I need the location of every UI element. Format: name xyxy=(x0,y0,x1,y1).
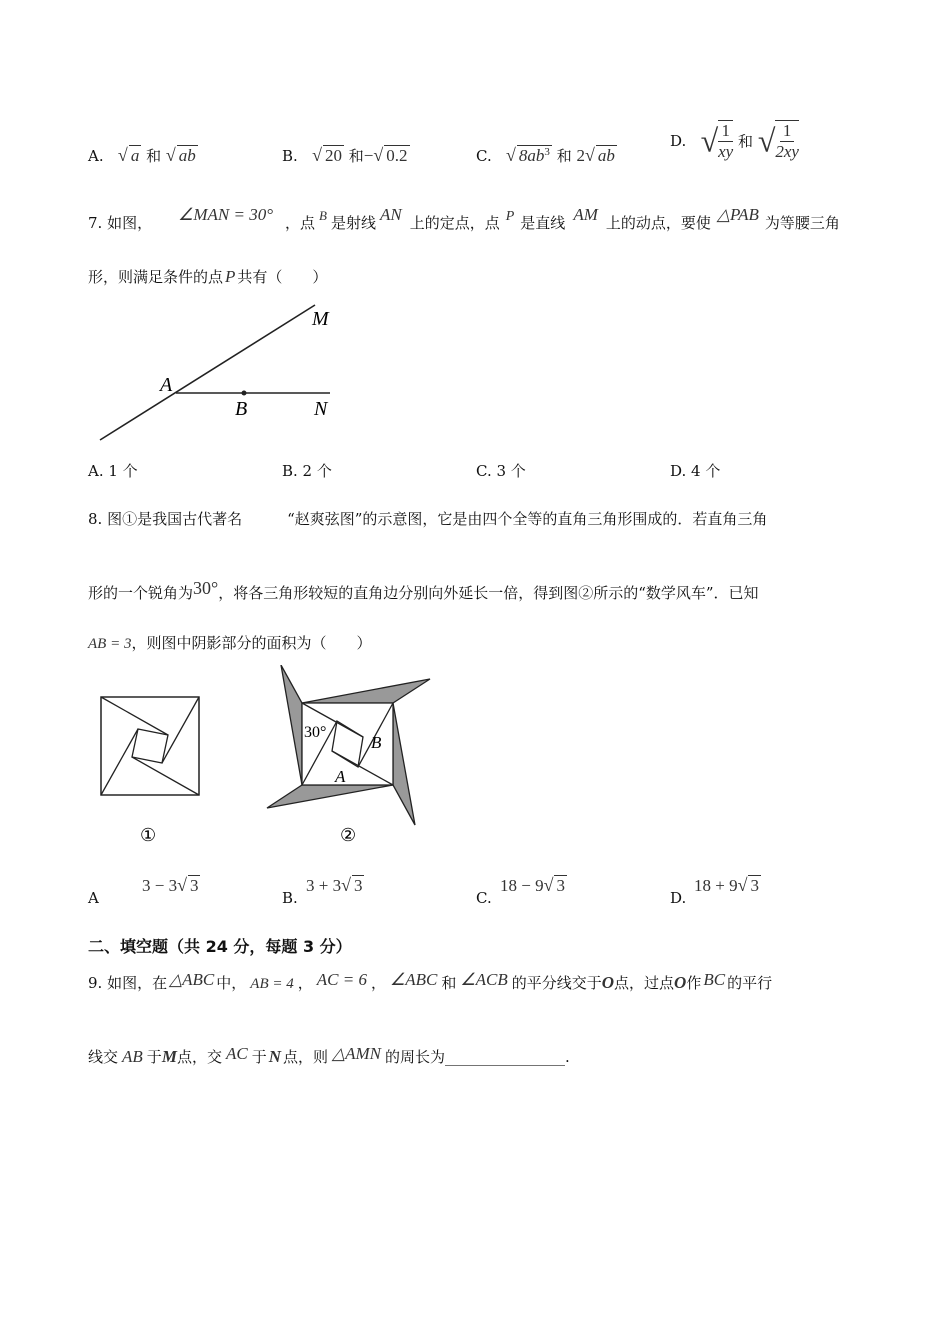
q8-option-c: C. 18 − 9√ 3 xyxy=(476,875,565,907)
q7-option-b: B. 2 个 xyxy=(282,462,332,480)
shade-left xyxy=(281,665,302,785)
q7-option-d: D. 4 个 xyxy=(670,462,721,480)
q8-line2: 形的一个锐角为30°，将各三角形较短的直角边分别向外延长一倍，得到图②所示的“数学风车”．已知 xyxy=(88,578,759,602)
q9-line2: 线交 AB 于M点，交 AC 于 N 点，则 △AMN 的周长为________________. xyxy=(88,1044,570,1066)
q7-figure xyxy=(90,295,350,450)
q7-line2: 形，则满足条件的点 P 共有（ ） xyxy=(88,267,328,286)
answer-blank[interactable]: ________________ xyxy=(444,1048,565,1066)
fig1-inner-square xyxy=(132,729,168,763)
label-n: N xyxy=(314,398,328,420)
q8-option-a: A 3 − 3√ 3 xyxy=(88,875,199,907)
q6-option-c: C. √ $8ab^3$ 和 2√ ab xyxy=(476,145,615,165)
ray-am xyxy=(100,305,315,440)
fig1-outer-square xyxy=(101,697,199,795)
q8-option-d: D. 18 + 9√ 3 xyxy=(670,875,759,907)
label-b: B xyxy=(235,398,248,420)
figure-1 xyxy=(101,697,199,795)
q7-option-c: C. 3 个 xyxy=(476,462,526,480)
label-a: A xyxy=(160,374,173,396)
fig2-label-a: A xyxy=(335,767,346,786)
fig2-label: ② xyxy=(340,825,357,845)
figure-2 xyxy=(267,665,430,825)
q7-line1: 7. 如图， ∠MAN = 30° ，点 B 是射线 AN 上的定点，点 P 是直线 AM 上的动点，要使 △PAB 为等腰三角 xyxy=(88,205,840,232)
shade-top xyxy=(302,679,430,703)
q6-option-d: D. √ $\frac{1}{xy}$ 和 √ $\frac{1}{2xy}$ xyxy=(670,121,799,161)
q6-option-a: A. √ a 和 √ ab xyxy=(88,145,196,165)
label-m: M xyxy=(312,308,329,330)
fig2-label-b: B xyxy=(371,733,382,752)
shade-bottom xyxy=(267,785,393,808)
shade-right xyxy=(393,703,415,825)
q8-line1: 8. 图①是我国古代著名 “赵爽弦图”的示意图，它是由四个全等的直角三角形围成的．若直角三角 xyxy=(88,510,768,528)
fig2-angle-label: 30° xyxy=(304,724,327,741)
point-b xyxy=(242,391,247,396)
q6-option-b: B. √ 20 和−√ 0.2 xyxy=(282,145,408,165)
q8-option-b: B. 3 + 3√ 3 xyxy=(282,875,363,907)
fig1-label: ① xyxy=(140,825,157,845)
section-title: 二、填空题（共 24 分，每题 3 分） xyxy=(88,937,352,956)
q8-figures xyxy=(95,665,435,860)
q9-line1: 9. 如图，在 △ABC 中， AB = 4 ， AC = 6 ， ∠ABC 和 ∠ACB 的平分线交于O点，过点O作 BC 的平行 xyxy=(88,970,773,992)
q7-option-a: A. 1 个 xyxy=(88,462,138,480)
q8-line3: AB = 3，则图中阴影部分的面积为（ ） xyxy=(88,634,372,652)
fig1-frame xyxy=(101,697,199,795)
